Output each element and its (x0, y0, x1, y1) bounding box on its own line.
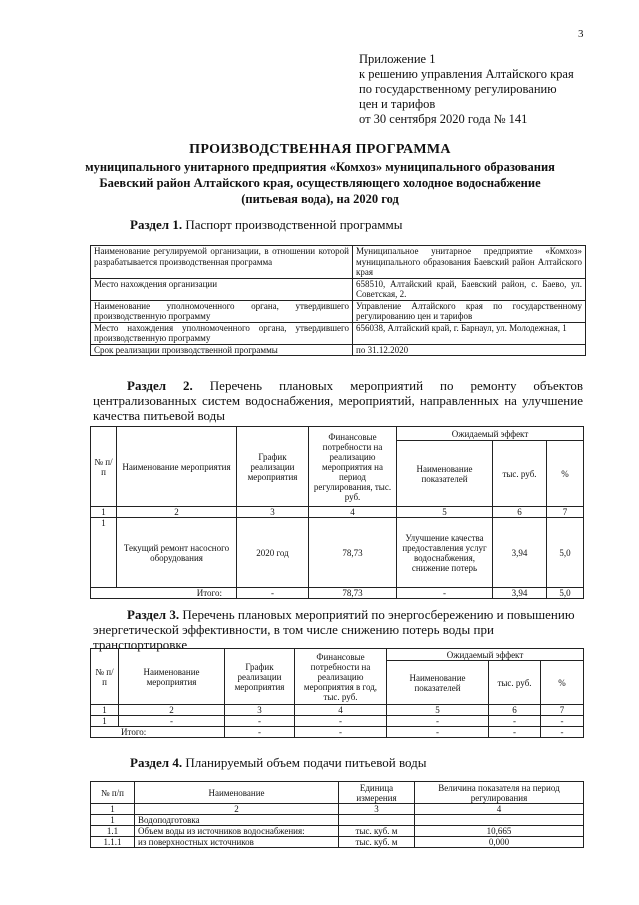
table-cell: 1 (91, 815, 135, 826)
table-cell: Управление Алтайского края по государственному регулированию цен и тарифов (353, 300, 586, 322)
table-cell: 4 (309, 507, 397, 518)
table-cell: - (237, 588, 309, 599)
section3-heading (93, 607, 583, 652)
table-cell: Наименование уполномоченного органа, утвердившего производственную программу (91, 300, 353, 322)
appendix-block (359, 52, 574, 127)
table-header-row (91, 427, 584, 441)
table-row (91, 300, 586, 322)
table-cell: 3,94 (493, 518, 547, 588)
header-finance: Финансовые потребности на реализацию мероприятия в год, тыс. руб. (295, 649, 387, 705)
appendix-line: цен и тарифов (359, 97, 436, 111)
table-cell: Объем воды из источников водоснабжения: (135, 826, 339, 837)
table-cell: - (295, 727, 387, 738)
table-cell: - (225, 727, 295, 738)
table-cell: 3 (237, 507, 309, 518)
table-cell: 78,73 (309, 518, 397, 588)
table-cell: 2020 год (237, 518, 309, 588)
appendix-line: от 30 сентября 2020 года № 141 (359, 112, 528, 126)
column-number-row (91, 705, 584, 716)
table-cell: 656038, Алтайский край, г. Барнаул, ул. Молодежная, 1 (353, 322, 586, 344)
table-cell: Муниципальное унитарное предприятие «Комхоз» муниципального образования Баевский район Алтайского края (353, 246, 586, 279)
table-cell: 1 (91, 804, 135, 815)
header-thous: тыс. руб. (493, 441, 547, 507)
column-number-row (91, 804, 584, 815)
table-total-row (91, 588, 584, 599)
table-row (91, 344, 586, 356)
table-cell: Улучшение качества предоставления услуг водоснабжения, снижение потерь (397, 518, 493, 588)
table-cell: 0,000 (415, 837, 584, 848)
table-row (91, 322, 586, 344)
page-number: 3 (578, 28, 584, 40)
table-cell: - (295, 716, 387, 727)
header-indicator: Наименование показателей (397, 441, 493, 507)
table-cell: - (397, 588, 493, 599)
table-cell: - (119, 716, 225, 727)
section4-label: Раздел 4. (130, 755, 183, 770)
section2-text: Перечень плановых мероприятий по ремонту объектов централизованных систем водоснабжения, мероприятий, направленных на улучшение качества питьевой воды (93, 378, 584, 423)
section4-heading (130, 755, 427, 771)
table-row (91, 716, 584, 727)
table-row (91, 246, 586, 279)
column-number-row (91, 507, 584, 518)
subtitle-line: (питьевая вода), на 2020 год (241, 192, 399, 206)
section4-text: Планируемый объем подачи питьевой воды (182, 755, 427, 770)
table-row (91, 826, 584, 837)
table-cell: Водоподготовка (135, 815, 339, 826)
header-pct: % (541, 661, 584, 705)
table-cell: 1 (91, 518, 117, 588)
table-cell: - (489, 716, 541, 727)
table-cell (339, 815, 415, 826)
table-cell: 4 (295, 705, 387, 716)
subtitle-line: муниципального унитарного предприятия «Комхоз» муниципального образования (85, 160, 555, 174)
table-header-row (91, 782, 584, 804)
table-cell: - (541, 727, 584, 738)
header-effect: Ожидаемый эффект (387, 649, 584, 661)
table-cell: 5,0 (547, 588, 584, 599)
subtitle-line: Баевский район Алтайского края, осуществляющего холодное водоснабжение (99, 176, 541, 190)
header-name: Наименование мероприятия (119, 649, 225, 705)
table-cell: 2 (119, 705, 225, 716)
table-row (91, 278, 586, 300)
header-schedule: График реализации мероприятия (225, 649, 295, 705)
section3-label: Раздел 3. (127, 607, 180, 622)
table-cell: 1 (91, 507, 117, 518)
repair-measures-table (90, 426, 584, 599)
table-cell: 3 (225, 705, 295, 716)
table-cell: тыс. куб. м (339, 837, 415, 848)
table-cell: 1.1.1 (91, 837, 135, 848)
table-cell: по 31.12.2020 (353, 344, 586, 356)
section1-heading (130, 217, 402, 233)
table-cell: - (489, 727, 541, 738)
table-cell: 2 (135, 804, 339, 815)
table-header-row (91, 649, 584, 661)
table-cell: 3 (339, 804, 415, 815)
table-cell: Срок реализации производственной программы (91, 344, 353, 356)
header-unit: Единица измерения (339, 782, 415, 804)
table-cell: Место нахождения уполномоченного органа, утвердившего производственную программу (91, 322, 353, 344)
table-row (91, 518, 584, 588)
energy-measures-table (90, 648, 584, 738)
section2-heading (93, 378, 583, 423)
table-row (91, 815, 584, 826)
table-cell: - (225, 716, 295, 727)
appendix-line: Приложение 1 (359, 52, 436, 66)
header-num: № п/п (91, 782, 135, 804)
passport-table (90, 245, 586, 356)
table-cell: 78,73 (309, 588, 397, 599)
table-cell: 1 (91, 705, 119, 716)
table-cell: - (387, 716, 489, 727)
table-cell: 5 (387, 705, 489, 716)
table-cell: 5 (397, 507, 493, 518)
water-supply-volume-table (90, 781, 584, 848)
table-cell: - (387, 727, 489, 738)
table-cell: 6 (489, 705, 541, 716)
header-value: Величина показателя на период регулирования (415, 782, 584, 804)
header-num: № п/п (91, 649, 119, 705)
table-cell: 5,0 (547, 518, 584, 588)
table-cell: Итого: (91, 727, 225, 738)
section2-label: Раздел 2. (127, 378, 193, 393)
header-num: № п/п (91, 427, 117, 507)
table-cell: 7 (547, 507, 584, 518)
table-cell: 658510, Алтайский край, Баевский район, с. Баево, ул. Советская, 2. (353, 278, 586, 300)
header-indicator: Наименование показателей (387, 661, 489, 705)
table-cell: 1 (91, 716, 119, 727)
table-cell (415, 815, 584, 826)
header-schedule: График реализации мероприятия (237, 427, 309, 507)
header-finance: Финансовые потребности на реализацию мероприятия на период регулирования, тыс. руб. (309, 427, 397, 507)
table-cell: Текущий ремонт насосного оборудования (117, 518, 237, 588)
appendix-line: к решению управления Алтайского края (359, 67, 574, 81)
table-cell: 10,665 (415, 826, 584, 837)
table-cell: 6 (493, 507, 547, 518)
table-cell: 7 (541, 705, 584, 716)
table-cell: Итого: (91, 588, 237, 599)
table-cell: из поверхностных источников (135, 837, 339, 848)
table-cell: тыс. куб. м (339, 826, 415, 837)
header-name: Наименование (135, 782, 339, 804)
header-pct: % (547, 441, 584, 507)
header-name: Наименование мероприятия (117, 427, 237, 507)
table-cell: 1.1 (91, 826, 135, 837)
header-thous: тыс. руб. (489, 661, 541, 705)
section1-label: Раздел 1. (130, 217, 183, 232)
table-cell: Наименование регулируемой организации, в отношении которой разрабатывается производственная программа (91, 246, 353, 279)
table-row (91, 837, 584, 848)
header-effect: Ожидаемый эффект (397, 427, 584, 441)
appendix-line: по государственному регулированию (359, 82, 557, 96)
section1-text: Паспорт производственной программы (182, 217, 403, 232)
document-title: ПРОИЗВОДСТВЕННАЯ ПРОГРАММА (189, 142, 451, 157)
table-cell: - (541, 716, 584, 727)
table-cell: 3,94 (493, 588, 547, 599)
section3-text: Перечень плановых мероприятий по энергосбережению и повышению энергетической эффективности, в том числе снижению потерь воды при транспортировке (93, 607, 575, 652)
table-cell: 2 (117, 507, 237, 518)
table-cell: 4 (415, 804, 584, 815)
table-total-row (91, 727, 584, 738)
document-subtitle (40, 159, 600, 207)
table-cell: Место нахождения организации (91, 278, 353, 300)
